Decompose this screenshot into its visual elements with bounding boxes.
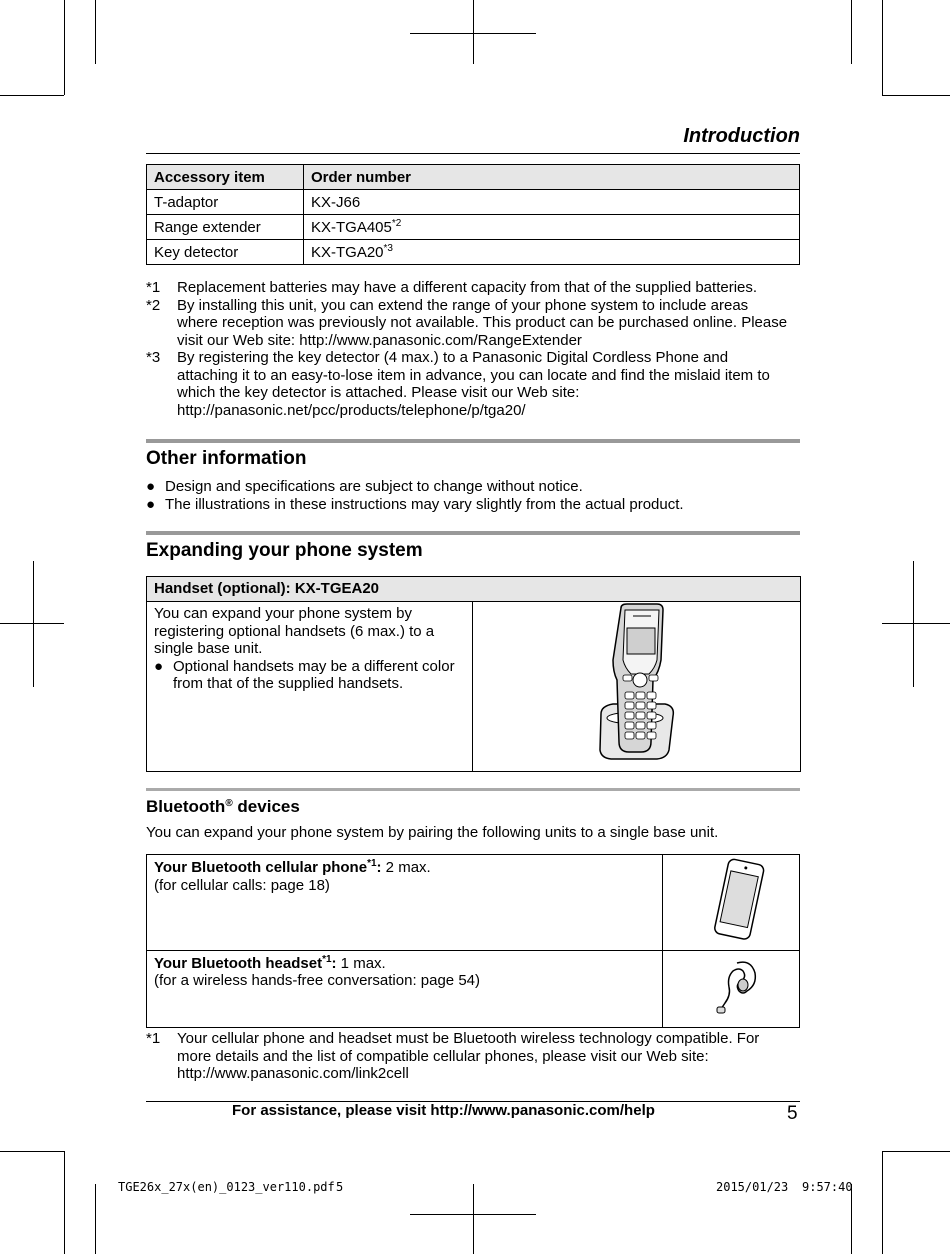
device-picture xyxy=(663,950,800,1028)
order-number: KX-TGA405$^{*2}$ xyxy=(304,215,800,240)
cellular-phone-icon xyxy=(663,855,799,945)
footnote: *3 By registering the key detector (4 max.) to a Panasonic Digital Cordless Phone and attaching it to an easy-to-lose item in advance, you can locate and find the mislaid item to which the key detector is attached. Please visit our Web site: http://panasonic.net/pcc/products/telephone/p/tga20/ xyxy=(146,349,770,419)
section-header: Introduction xyxy=(683,125,800,147)
list-item: ● The illustrations in these instructions may vary slightly from the actual product. xyxy=(146,496,684,513)
section-title-expanding: Expanding your phone system xyxy=(146,540,423,561)
device-picture xyxy=(663,855,800,951)
bullet-icon: ● xyxy=(146,478,156,495)
header-divider xyxy=(146,153,800,154)
section-title-bluetooth: Bluetooth® devices xyxy=(146,797,300,816)
accessory-table xyxy=(146,164,800,265)
section-divider xyxy=(146,788,800,791)
list-item: ● Optional handsets may be a different color from that of the supplied handsets. xyxy=(154,657,455,692)
handset-description: You can expand your phone system by registering optional handsets (6 max.) to a single base unit. ● Optional handsets may be a different color from that of the supplied handsets. xyxy=(147,602,473,771)
other-info-list xyxy=(146,478,684,514)
section-divider xyxy=(146,531,800,535)
footnote-ref: *1 xyxy=(367,858,377,869)
handset-illustration xyxy=(473,602,800,771)
footnote-ref: *1 xyxy=(322,953,332,965)
footnote-ref: *2 xyxy=(391,217,402,229)
print-date: 2015/01/23 xyxy=(716,1180,789,1194)
handset-box xyxy=(146,576,801,772)
table-row xyxy=(147,240,800,265)
footnote: *1 Your cellular phone and headset must be Bluetooth wireless technology compatible. For more details and the list of compatible cellular phones, please visit our Web site: http://www.panasonic.com/link2cell xyxy=(146,1030,760,1082)
section-title-other-info: Other information xyxy=(146,448,307,469)
footnote: *2 By installing this unit, you can extend the range of your phone system to include areas where reception was previously not available. This product can be purchased online. Please visit our Web site: http://www.panasonic.com/RangeExtender xyxy=(146,296,788,349)
bluetooth-footnotes xyxy=(146,1030,806,1083)
bluetooth-intro: You can expand your phone system by pairing the following units to a single base unit. xyxy=(146,824,719,841)
headset-icon xyxy=(663,951,799,1023)
print-page: 5 xyxy=(336,1180,344,1194)
print-file-name: TGE26x_27x(en)_0123_ver110.pdf xyxy=(118,1180,335,1194)
device-description: Your Bluetooth cellular phone$^{*1}$: 2 max. (for cellular calls: page 18) xyxy=(147,855,663,951)
order-number: KX-TGA20$^{*3}$ xyxy=(304,240,800,265)
section-divider xyxy=(146,439,800,443)
table-row xyxy=(147,190,800,215)
accessory-item: Key detector xyxy=(147,240,304,265)
accessory-item: Range extender xyxy=(147,215,304,240)
accessory-footnotes xyxy=(146,279,806,419)
footnote-ref: *3 xyxy=(383,242,393,254)
cordless-handset-icon xyxy=(473,602,799,771)
bluetooth-devices-table xyxy=(146,854,800,1028)
print-time: 9:57:40 xyxy=(802,1180,853,1194)
table-row xyxy=(147,855,800,951)
column-header: Accessory item xyxy=(147,165,304,190)
bullet-icon: ● xyxy=(146,496,156,513)
bullet-icon: ● xyxy=(154,657,164,675)
table-row xyxy=(147,215,800,240)
list-item: ● Design and specifications are subject to change without notice. xyxy=(146,478,583,495)
column-header: Order number xyxy=(304,165,800,190)
footnote: *1 Replacement batteries may have a different capacity from that of the supplied batteries. xyxy=(146,279,758,296)
accessory-item: T-adaptor xyxy=(147,190,304,215)
page-number: 5 xyxy=(787,1103,798,1124)
order-number: KX-J66 xyxy=(304,190,800,215)
device-description: Your Bluetooth headset$^{*1}$: 1 max. (for a wireless hands-free conversation: page 54) xyxy=(147,950,663,1028)
table-header-row xyxy=(147,165,800,190)
table-row xyxy=(147,950,800,1028)
handset-header: Handset (optional): KX-TGEA20 xyxy=(147,577,800,602)
footer-help-text: For assistance, please visit http://www.panasonic.com/help xyxy=(232,1102,655,1119)
